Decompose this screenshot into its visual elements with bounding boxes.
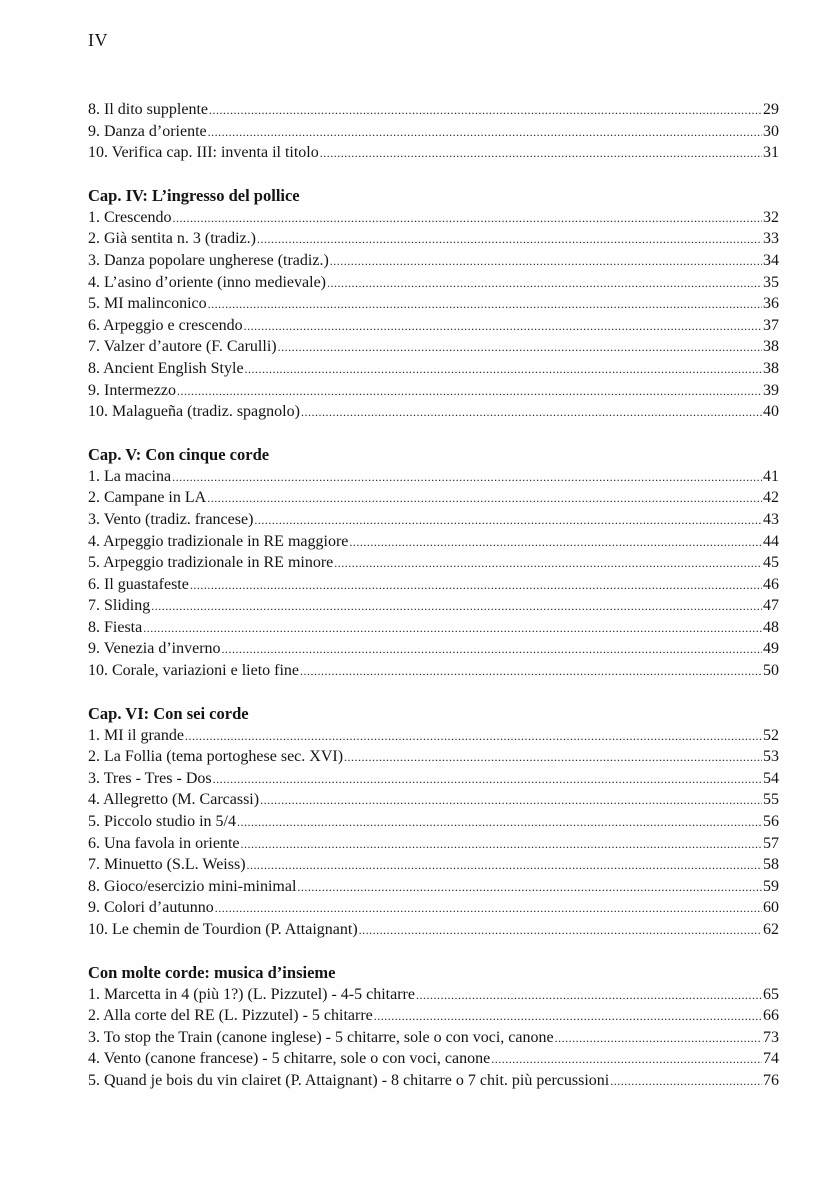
- dot-leader: [143, 617, 762, 640]
- section-title: Con molte corde: musica d’insieme: [88, 962, 336, 982]
- entry-title: 9. Intermezzo: [88, 381, 176, 399]
- entry-page-number: 36: [763, 295, 779, 313]
- dot-leader: [349, 531, 762, 554]
- toc-entry: [88, 401, 779, 423]
- entry-page-number: 57: [763, 834, 779, 852]
- page-number: IV: [88, 30, 108, 50]
- entry-page-number: 76: [763, 1071, 779, 1089]
- entry-title: 1. Crescendo: [88, 208, 172, 226]
- toc-entry: [88, 1027, 779, 1049]
- entry-page-number: 60: [763, 899, 779, 917]
- dot-leader: [173, 207, 762, 230]
- entry-page-number: 45: [763, 554, 779, 572]
- entry-page-number: 47: [763, 597, 779, 615]
- dot-leader: [610, 1070, 762, 1093]
- entry-title: 3. Danza popolare ungherese (tradiz.): [88, 251, 329, 269]
- toc-section: [88, 703, 779, 941]
- dot-leader: [344, 746, 762, 769]
- entry-page-number: 54: [763, 769, 779, 787]
- entry-title: 5. MI malinconico: [88, 295, 207, 313]
- toc-entry: [88, 660, 779, 682]
- dot-leader: [208, 293, 762, 316]
- dot-leader: [185, 725, 762, 748]
- dot-leader: [209, 99, 762, 122]
- toc-entry: [88, 1070, 779, 1092]
- toc-entry: [88, 380, 779, 402]
- entry-page-number: 39: [763, 381, 779, 399]
- entry-page-number: 53: [763, 748, 779, 766]
- dot-leader: [172, 466, 762, 489]
- toc-entry: [88, 768, 779, 790]
- entry-page-number: 62: [763, 921, 779, 938]
- toc-entry: [88, 919, 779, 941]
- entry-page-number: 59: [763, 877, 779, 895]
- toc-section: [88, 99, 779, 164]
- dot-leader: [297, 876, 762, 899]
- table-of-contents: [88, 99, 779, 1113]
- dot-leader: [254, 509, 762, 532]
- entry-page-number: 31: [763, 144, 779, 162]
- dot-leader: [190, 574, 762, 597]
- dot-leader: [241, 833, 763, 856]
- entry-title: 6. Una favola in oriente: [88, 834, 240, 852]
- entry-title: 10. Verifica cap. III: inventa il titolo: [88, 144, 319, 162]
- entry-title: 10. Le chemin de Tourdion (P. Attaignant): [88, 921, 358, 938]
- entry-page-number: 29: [763, 101, 779, 118]
- entry-page-number: 38: [763, 338, 779, 356]
- toc-entry: [88, 228, 779, 250]
- toc-entry: [88, 531, 779, 553]
- entry-title: 2. Campane in LA: [88, 489, 207, 507]
- entry-title: 1. Marcetta in 4 (più 1?) (L. Pizzutel) - 4-5 chitarre: [88, 985, 415, 1003]
- toc-entry: [88, 811, 779, 833]
- dot-leader: [359, 919, 762, 942]
- dot-leader: [215, 897, 762, 920]
- dot-leader: [237, 811, 762, 834]
- dot-leader: [247, 854, 762, 877]
- entry-page-number: 48: [763, 618, 779, 636]
- toc-entry: [88, 99, 779, 121]
- entry-page-number: 32: [763, 208, 779, 226]
- entry-page-number: 41: [763, 467, 779, 485]
- entry-page-number: 37: [763, 316, 779, 334]
- toc-section: [88, 444, 779, 682]
- dot-leader: [222, 638, 762, 661]
- dot-leader: [207, 487, 762, 510]
- entry-page-number: 42: [763, 489, 779, 507]
- entry-title: 9. Colori d’autunno: [88, 899, 214, 917]
- dot-leader: [245, 358, 762, 381]
- entry-title: 2. Alla corte del RE (L. Pizzutel) - 5 chitarre: [88, 1007, 373, 1025]
- section-title: Cap. IV: L’ingresso del pollice: [88, 185, 300, 205]
- dot-leader: [416, 984, 762, 1007]
- toc-entry: [88, 142, 779, 164]
- toc-entry: [88, 725, 779, 747]
- toc-section: [88, 962, 779, 1092]
- toc-entry: [88, 595, 779, 617]
- entry-title: 1. MI il grande: [88, 726, 184, 744]
- entry-page-number: 49: [763, 640, 779, 658]
- entry-page-number: 44: [763, 532, 779, 550]
- dot-leader: [301, 401, 762, 424]
- entry-title: 6. Arpeggio e crescendo: [88, 316, 243, 334]
- entry-title: 8. Fiesta: [88, 618, 143, 636]
- entry-title: 10. Malagueña (tradiz. spagnolo): [88, 403, 300, 421]
- toc-entry: [88, 789, 779, 811]
- entry-title: 4. Arpeggio tradizionale in RE maggiore: [88, 532, 349, 550]
- toc-entry: [88, 272, 779, 294]
- dot-leader: [334, 552, 762, 575]
- toc-entry: [88, 984, 779, 1006]
- entry-page-number: 55: [763, 791, 779, 809]
- entry-title: 2. Già sentita n. 3 (tradiz.): [88, 230, 256, 248]
- entry-title: 2. La Follia (tema portoghese sec. XVI): [88, 748, 344, 766]
- toc-entry: [88, 121, 779, 143]
- entry-title: 9. Danza d’oriente: [88, 122, 207, 140]
- entry-title: 5. Quand je bois du vin clairet (P. Attaignant) - 8 chitarre o 7 chit. più percussioni: [88, 1071, 610, 1089]
- toc-entry: [88, 336, 779, 358]
- toc-entry: [88, 876, 779, 898]
- entry-title: 7. Valzer d’autore (F. Carulli): [88, 338, 277, 356]
- entry-page-number: 38: [763, 359, 779, 377]
- toc-entry: [88, 746, 779, 768]
- dot-leader: [374, 1005, 762, 1028]
- toc-entry: [88, 466, 779, 488]
- entry-page-number: 52: [763, 726, 779, 744]
- toc-entry: [88, 617, 779, 639]
- toc-entry: [88, 574, 779, 596]
- toc-entry: [88, 552, 779, 574]
- dot-leader: [330, 250, 762, 273]
- entry-title: 3. Tres - Tres - Dos: [88, 769, 212, 787]
- toc-entry: [88, 207, 779, 229]
- dot-leader: [260, 789, 762, 812]
- toc-entry: [88, 250, 779, 272]
- entry-title: 3. To stop the Train (canone inglese) - 5 chitarre, sole o con voci, canone: [88, 1028, 554, 1046]
- entry-page-number: 35: [763, 273, 779, 291]
- entry-title: 1. La macina: [88, 467, 172, 485]
- toc-entry: [88, 638, 779, 660]
- entry-title: 5. Piccolo studio in 5/4: [88, 813, 236, 831]
- entry-page-number: 58: [763, 856, 779, 874]
- entry-page-number: 50: [763, 662, 779, 680]
- entry-page-number: 56: [763, 813, 779, 831]
- entry-page-number: 74: [763, 1050, 779, 1068]
- entry-title: 3. Vento (tradiz. francese): [88, 510, 254, 528]
- toc-entry: [88, 487, 779, 509]
- dot-leader: [491, 1048, 762, 1071]
- toc-entry: [88, 897, 779, 919]
- entry-title: 7. Sliding: [88, 597, 151, 615]
- dot-leader: [257, 228, 762, 251]
- dot-leader: [300, 660, 762, 683]
- dot-leader: [208, 121, 762, 144]
- entry-title: 8. Gioco/esercizio mini-minimal: [88, 877, 297, 895]
- entry-page-number: 65: [763, 985, 779, 1003]
- entry-title: 4. Allegretto (M. Carcassi): [88, 791, 260, 809]
- toc-entry: [88, 315, 779, 337]
- dot-leader: [327, 272, 762, 295]
- entry-page-number: 40: [763, 403, 779, 421]
- toc-entry: [88, 833, 779, 855]
- entry-title: 5. Arpeggio tradizionale in RE minore: [88, 554, 334, 572]
- dot-leader: [213, 768, 762, 791]
- dot-leader: [177, 380, 762, 403]
- toc-entry: [88, 358, 779, 380]
- entry-page-number: 46: [763, 575, 779, 593]
- entry-title: 8. Ancient English Style: [88, 359, 244, 377]
- section-title: Cap. VI: Con sei corde: [88, 703, 249, 723]
- entry-page-number: 66: [763, 1007, 779, 1025]
- entry-page-number: 43: [763, 510, 779, 528]
- entry-title: 9. Venezia d’inverno: [88, 640, 221, 658]
- entry-title: 4. L’asino d’oriente (inno medievale): [88, 273, 326, 291]
- toc-entry: [88, 509, 779, 531]
- toc-section: [88, 185, 779, 423]
- entry-title: 6. Il guastafeste: [88, 575, 189, 593]
- entry-title: 7. Minuetto (S.L. Weiss): [88, 856, 246, 874]
- entry-page-number: 33: [763, 230, 779, 248]
- entry-title: 8. Il dito supplente: [88, 101, 208, 118]
- section-title: Cap. V: Con cinque corde: [88, 444, 270, 464]
- toc-entry: [88, 1005, 779, 1027]
- entry-page-number: 73: [763, 1028, 779, 1046]
- dot-leader: [320, 142, 762, 165]
- toc-entry: [88, 293, 779, 315]
- dot-leader: [151, 595, 762, 618]
- toc-entry: [88, 1048, 779, 1070]
- toc-entry: [88, 854, 779, 876]
- entry-page-number: 34: [763, 251, 779, 269]
- entry-page-number: 30: [763, 122, 779, 140]
- entry-title: 10. Corale, variazioni e lieto fine: [88, 662, 300, 680]
- dot-leader: [244, 315, 762, 338]
- entry-title: 4. Vento (canone francese) - 5 chitarre, sole o con voci, canone: [88, 1050, 491, 1068]
- dot-leader: [278, 336, 762, 359]
- dot-leader: [555, 1027, 762, 1050]
